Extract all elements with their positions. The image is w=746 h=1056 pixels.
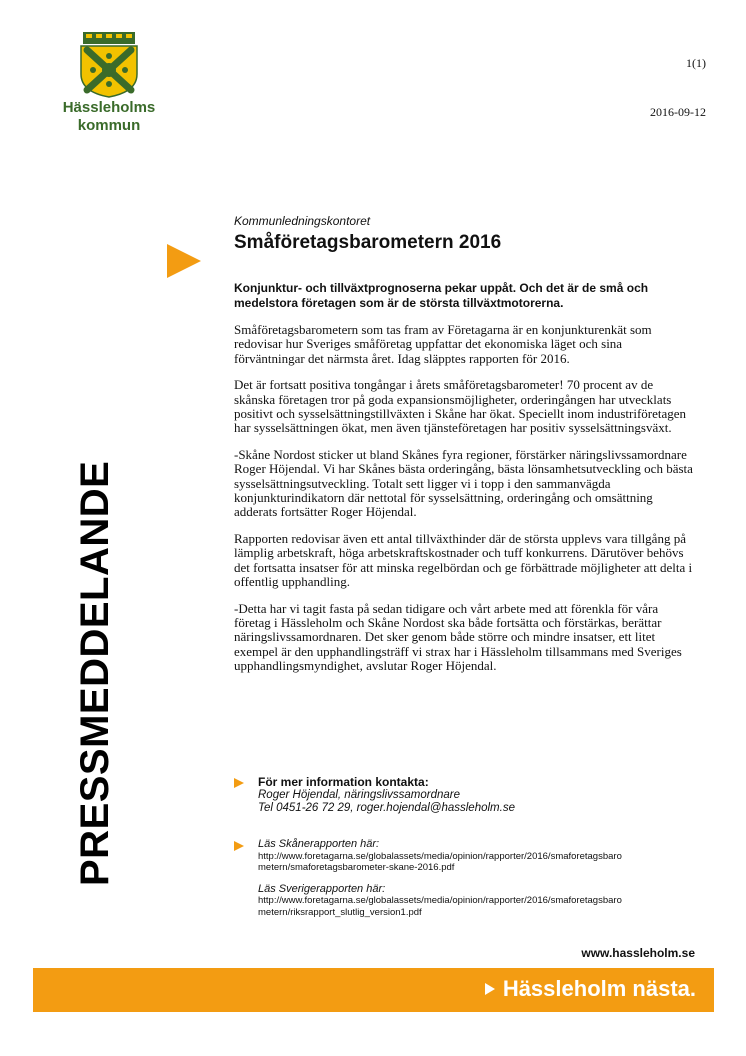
report-link-group — [258, 839, 698, 874]
body-paragraph: Det är fortsatt positiva tongångar i årets småföretagsbarometer! 70 procent av de skånska företagen tror på goda expansionsmöjligheter, orderingången har utvecklats positivt och sysselsättningstillväxten i Skåne har ökat. Speciellt inom industriföretagen har sysselsättningen ökat, men även tjänsteföretagen har positiv sysselsättningsväxt. — [234, 377, 687, 436]
vertical-press-release-title: PRESSMEDDELANDE — [73, 460, 117, 886]
contact-arrow-icon — [234, 778, 244, 788]
logo-line-2: kommun — [77, 117, 141, 134]
article-title: Småföretagsbarometern 2016 — [234, 232, 502, 253]
contact-block — [258, 776, 515, 815]
slogan-arrow-icon — [485, 983, 495, 995]
body-paragraph: -Skåne Nordost sticker ut bland Skånes fyra regioner, förstärker näringslivssamordnare Roger Höjendal. Vi har Skånes bästa orderingång, bästa lönsamhetsutveckling och bästa sysselsättningsutveckling. Totalt sett ligger vi i topp i den sammanvägda konjunkturindikatorn där nettotal för sysselsättning, orderingång och omsättning adderats fortsätter Roger Höjendal. — [234, 446, 693, 520]
document-date: 2016-09-12 — [650, 105, 706, 119]
report-link-url[interactable]: http://www.foretagarna.se/globalassets/media/opinion/rapporter/2016/smaforetagsbaro — [258, 850, 622, 862]
contact-phone-email: Tel 0451-26 72 29, roger.hojendal@hassleholm.se — [258, 802, 515, 814]
article-lead: Konjunktur- och tillväxtprognoserna pekar uppåt. Och det är de små och medelstora företagen som är de största tillväxtmotorerna. — [234, 281, 649, 310]
report-links — [258, 839, 698, 928]
coat-of-arms-icon — [73, 30, 145, 98]
footer-bar — [33, 968, 714, 1012]
logo-line-1: Hässleholms — [62, 99, 156, 116]
department-label: Kommunledningskontoret — [234, 214, 371, 228]
website-link[interactable]: www.hassleholm.se — [581, 946, 695, 960]
report-link-url[interactable]: metern/smaforetagsbarometer-skane-2016.pdf — [258, 862, 455, 873]
municipality-logo — [60, 30, 158, 134]
links-arrow-icon — [234, 841, 244, 851]
report-link-label: Läs Sverigerapporten här: — [258, 882, 386, 895]
report-link-label: Läs Skånerapporten här: — [258, 838, 380, 850]
title-arrow-icon — [167, 244, 201, 278]
page-number: 1(1) — [686, 56, 706, 70]
contact-name: Roger Höjendal, näringslivssamordnare — [258, 789, 460, 801]
contact-heading: För mer information kontakta: — [258, 775, 429, 789]
report-link-url[interactable]: http://www.foretagarna.se/globalassets/media/opinion/rapporter/2016/smaforetagsbaro — [258, 895, 622, 906]
slogan-text: Hässleholm nästa. — [502, 976, 696, 1001]
report-link-group — [258, 884, 698, 919]
article-body — [234, 323, 696, 686]
body-paragraph: Rapporten redovisar även ett antal tillväxthinder där de största upplevs vara tillgång på lämplig arbetskraft, höga arbetskraftskostnader och tuff konkurrens. Därutöver behövs det fortsatta insatser för att minska regelbördan och ge förbättrade möjligheter att delta i offentlig upphandling. — [234, 530, 693, 590]
body-paragraph: Småföretagsbarometern som tas fram av Företagarna är en konjunkturenkät som redovisar hur Sveriges småföretag uppfattar det ekonomiska läget och sina förväntningar det närmsta året. Idag släpptes rapporten för 2016. — [234, 322, 652, 366]
report-link-url[interactable]: metern/riksrapport_slutlig_version1.pdf — [258, 906, 422, 918]
body-paragraph: -Detta har vi tagit fasta på sedan tidigare och vårt arbete med att förenkla för våra företag i Hässleholm och Skåne Nordost ska både fortsätta och förstärkas, berättar näringslivssamordnaren. Det sker genom både större och mindre insatser, ett litet exempel är den upphandlingsträff vi strax har i Hässleholm tillsammans med Sveriges upphandlingsmyndighet, avslutar Roger Höjendal. — [234, 600, 682, 674]
slogan — [485, 976, 696, 1002]
